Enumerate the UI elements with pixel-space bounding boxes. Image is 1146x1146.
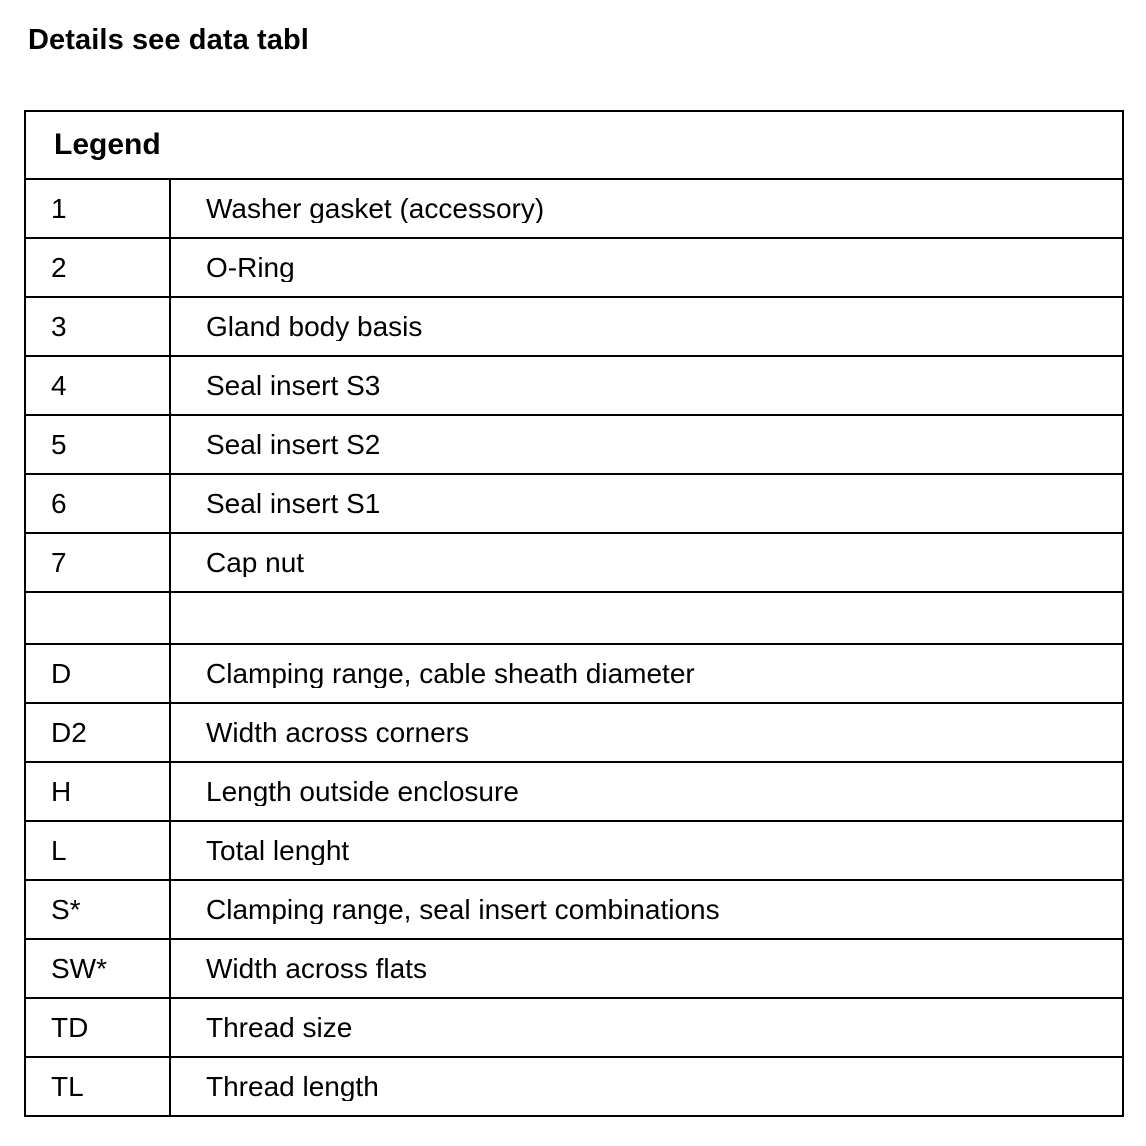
table-row [25,703,1123,762]
legend-value-cell [170,762,1123,821]
legend-value-cell [170,356,1123,415]
legend-key-cell [25,703,170,762]
legend-key-text: D2 [51,718,87,747]
legend-key-text: S* [51,895,81,924]
legend-key-text: TL [51,1072,84,1101]
legend-key-cell [25,297,170,356]
legend-key-cell [25,998,170,1057]
legend-key-text: 2 [51,253,67,282]
legend-value-cell [170,821,1123,880]
table-row [25,297,1123,356]
legend-value-cell [170,644,1123,703]
legend-value-cell [170,297,1123,356]
legend-key-text: 6 [51,489,67,518]
legend-key-cell [25,474,170,533]
legend-key-cell [25,644,170,703]
legend-value-text: Cap nut [206,548,305,577]
legend-table-body [25,111,1123,1116]
legend-header-cell: Legend [25,111,1123,179]
legend-key-text: 5 [51,430,67,459]
legend-value-text: Seal insert S3 [206,371,381,400]
legend-key-cell [25,939,170,998]
legend-key-text: SW* [51,954,107,983]
legend-key-cell [25,1057,170,1116]
legend-value-cell [170,533,1123,592]
legend-key-text: 4 [51,371,67,400]
legend-value-cell [170,1057,1123,1116]
legend-key-cell [25,880,170,939]
legend-key-cell [25,238,170,297]
legend-value-text: O-Ring [206,253,295,282]
legend-value-cell [170,592,1123,644]
legend-value-text: Width across corners [206,718,469,747]
table-row [25,998,1123,1057]
legend-value-cell [170,238,1123,297]
table-row [25,1057,1123,1116]
legend-value-cell [170,179,1123,238]
legend-table [24,110,1124,1117]
legend-table-header-row [25,111,1123,179]
legend-value-text: Length outside enclosure [206,777,519,806]
table-row [25,533,1123,592]
legend-key-cell [25,821,170,880]
legend-value-text: Width across flats [206,954,427,983]
legend-key-text: D [51,659,72,688]
legend-key-cell [25,415,170,474]
legend-key-cell [25,592,170,644]
table-row [25,644,1123,703]
legend-value-text: Clamping range, cable sheath diameter [206,659,695,688]
legend-value-cell [170,703,1123,762]
legend-value-cell [170,880,1123,939]
table-row [25,238,1123,297]
legend-value-text: Washer gasket (accessory) [206,194,545,223]
legend-key-text: TD [51,1013,89,1042]
table-row [25,762,1123,821]
legend-value-text: Gland body basis [206,312,423,341]
legend-value-text: Clamping range, seal insert combinations [206,895,720,924]
table-row-spacer [25,592,1123,644]
legend-key-cell [25,179,170,238]
legend-key-text: 1 [51,194,67,223]
table-row [25,880,1123,939]
table-row [25,474,1123,533]
legend-key-text: 3 [51,312,67,341]
table-row [25,939,1123,998]
legend-value-text: Thread size [206,1013,353,1042]
table-row [25,821,1123,880]
page-title: Details see data tabl [28,24,309,56]
table-row [25,179,1123,238]
legend-value-text: Thread length [206,1072,379,1101]
legend-value-cell [170,415,1123,474]
legend-key-cell [25,356,170,415]
legend-key-cell [25,533,170,592]
legend-value-cell [170,998,1123,1057]
legend-key-cell [25,762,170,821]
table-row [25,356,1123,415]
table-row [25,415,1123,474]
legend-value-cell [170,939,1123,998]
legend-value-text: Seal insert S2 [206,430,381,459]
legend-value-cell [170,474,1123,533]
legend-key-text: H [51,777,72,806]
legend-key-text: L [51,836,67,865]
legend-key-text: 7 [51,548,67,577]
legend-value-text: Seal insert S1 [206,489,381,518]
legend-value-text: Total lenght [206,836,350,865]
